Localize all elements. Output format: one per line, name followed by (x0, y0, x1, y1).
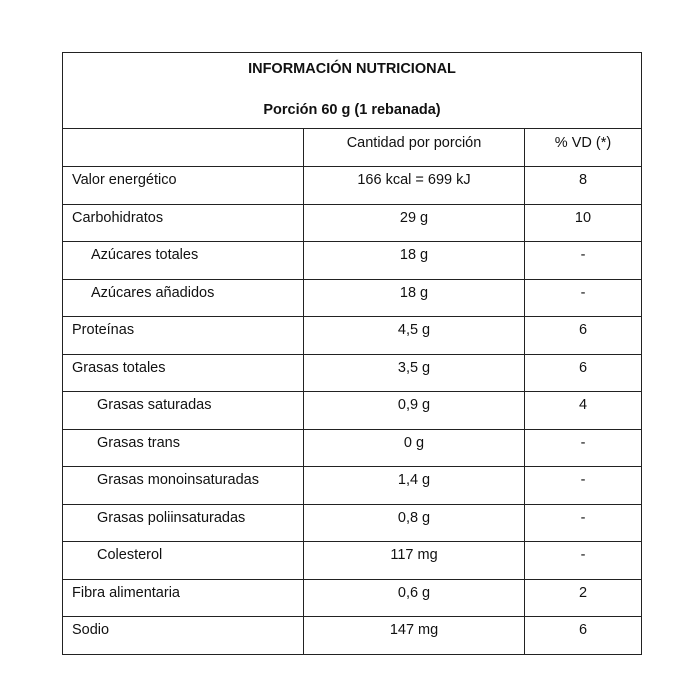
nutrient-name: Grasas totales (63, 354, 304, 392)
nutrient-name: Grasas poliinsaturadas (63, 504, 304, 542)
nutrient-vd: - (525, 542, 642, 580)
nutrient-amount: 18 g (304, 242, 525, 280)
serving-size: Porción 60 g (1 rebanada) (263, 101, 441, 118)
table-row (63, 467, 642, 505)
table-row (63, 167, 642, 205)
nutrient-vd: 8 (525, 167, 642, 205)
nutrient-vd: 6 (525, 354, 642, 392)
nutrient-amount: 0,9 g (304, 392, 525, 430)
table-row (63, 617, 642, 655)
table-row (63, 392, 642, 430)
nutrient-name: Proteínas (63, 317, 304, 355)
nutrient-amount: 0 g (304, 429, 525, 467)
table-header (63, 53, 642, 129)
table-row (63, 279, 642, 317)
table-header-row (63, 53, 642, 129)
nutrient-name: Sodio (63, 617, 304, 655)
nutrient-name: Azúcares añadidos (63, 279, 304, 317)
nutrient-vd: 4 (525, 392, 642, 430)
nutrient-amount: 3,5 g (304, 354, 525, 392)
table-row (63, 354, 642, 392)
nutrient-vd: 6 (525, 617, 642, 655)
nutrient-name: Colesterol (63, 542, 304, 580)
nutrient-name: Grasas trans (63, 429, 304, 467)
nutrient-name: Grasas monoinsaturadas (63, 467, 304, 505)
table-row (63, 542, 642, 580)
nutrient-name: Fibra alimentaria (63, 579, 304, 617)
nutrient-vd: 6 (525, 317, 642, 355)
nutrient-amount: 0,8 g (304, 504, 525, 542)
nutrient-amount: 0,6 g (304, 579, 525, 617)
nutrient-vd: 10 (525, 204, 642, 242)
nutrient-amount: 1,4 g (304, 467, 525, 505)
nutrient-vd: - (525, 429, 642, 467)
nutrient-vd: 2 (525, 579, 642, 617)
nutrient-vd: - (525, 504, 642, 542)
column-header-nutrient (63, 129, 304, 167)
nutrient-name: Grasas saturadas (63, 392, 304, 430)
table-row (63, 317, 642, 355)
nutrient-amount: 166 kcal = 699 kJ (304, 167, 525, 205)
table-row (63, 429, 642, 467)
nutrient-vd: - (525, 242, 642, 280)
nutrient-amount: 4,5 g (304, 317, 525, 355)
nutrient-amount: 18 g (304, 279, 525, 317)
column-header-vd: % VD (*) (525, 129, 642, 167)
table-title: INFORMACIÓN NUTRICIONAL (248, 60, 456, 77)
nutrient-name: Azúcares totales (63, 242, 304, 280)
nutrient-amount: 147 mg (304, 617, 525, 655)
nutrient-vd: - (525, 279, 642, 317)
nutrient-name: Carbohidratos (63, 204, 304, 242)
nutrition-facts-table (62, 52, 642, 655)
table-row (63, 242, 642, 280)
nutrient-vd: - (525, 467, 642, 505)
column-header-amount: Cantidad por porción (304, 129, 525, 167)
nutrient-amount: 29 g (304, 204, 525, 242)
table-row (63, 579, 642, 617)
table-row (63, 204, 642, 242)
column-header-row (63, 129, 642, 167)
nutrient-name: Valor energético (63, 167, 304, 205)
nutrient-amount: 117 mg (304, 542, 525, 580)
table-row (63, 504, 642, 542)
